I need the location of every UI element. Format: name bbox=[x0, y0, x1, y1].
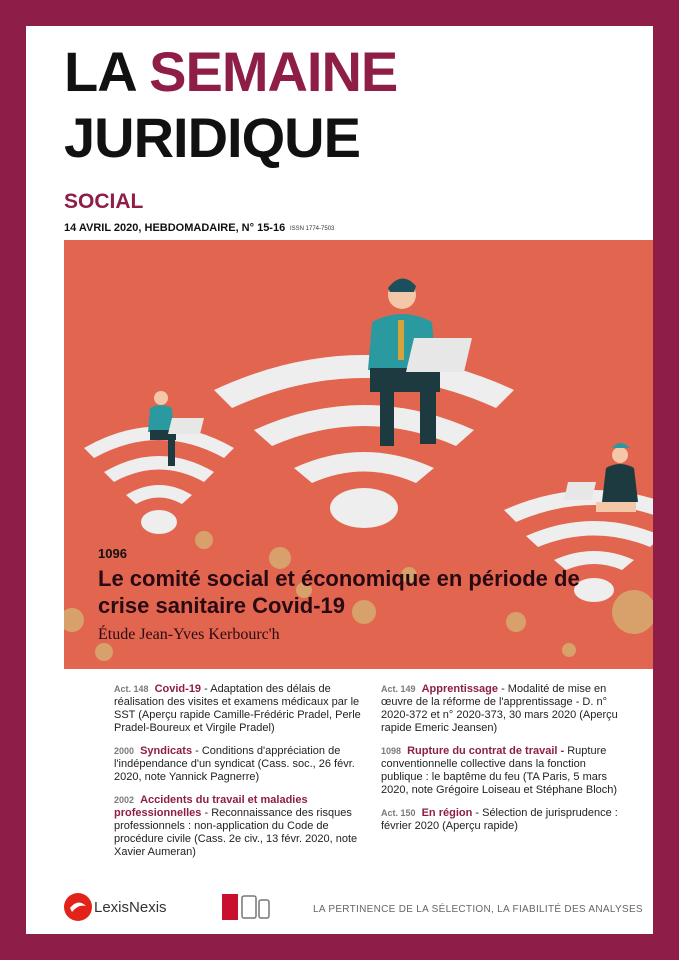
entry-text: - Adaptation des délais de réalisation des visites et examens médicaux par le SST (Aperçu rapide Camille-Frédéric Pradel, Perle Pradel-Boureux et Virgile Pradel) bbox=[114, 683, 361, 734]
entry-text: - Modalité de mise en œuvre de la réforme de l'apprentissage - D. n° 2020-372 et n° 2020-373, 30 mars 2020 (Aperçu rapide Emeric Jeansen) bbox=[381, 683, 618, 734]
entry-topic: Covid-19 bbox=[154, 683, 202, 695]
footer-tagline: LA PERTINENCE DE LA SÉLECTION, LA FIABILITÉ DES ANALYSES bbox=[313, 904, 643, 915]
entry-topic: Accidents du travail et maladies professionnelles bbox=[114, 794, 308, 819]
masthead-line-1 bbox=[64, 42, 397, 102]
entry-topic: Apprentissage bbox=[421, 683, 499, 695]
article-author: Étude Jean-Yves Kerbourc'h bbox=[98, 626, 280, 643]
entry-number: 1098 bbox=[381, 746, 402, 756]
entry-topic: En région bbox=[421, 807, 473, 819]
person-laptop-icon bbox=[368, 278, 472, 446]
entry-number: Act. 149 bbox=[381, 684, 416, 694]
entry-number: Act. 150 bbox=[381, 808, 416, 818]
tablet-phone-icon bbox=[222, 894, 272, 920]
section-title: SOCIAL bbox=[64, 190, 144, 213]
article-title: Le comité social et économique en période de crise sanitaire Covid-19 bbox=[98, 566, 580, 618]
lexisnexis-logo-icon bbox=[63, 892, 93, 922]
cover-illustration bbox=[64, 240, 653, 669]
summary-entry bbox=[114, 745, 364, 784]
wifi-icon bbox=[214, 355, 514, 528]
summary-entry bbox=[381, 807, 626, 833]
summary-entry bbox=[381, 745, 626, 797]
left-summary-column bbox=[114, 683, 364, 869]
entry-text: - Reconnaissance des risques professionnels : non-application du Code de procédure civile (Cass. 2e civ., 13 févr. 2020, note Xavier Aumeran) bbox=[114, 807, 358, 858]
entry-text: - Sélection de jurisprudence : février 2020 (Aperçu rapide) bbox=[381, 807, 618, 832]
wifi-icon bbox=[84, 427, 234, 535]
summary-entry bbox=[381, 683, 626, 735]
entry-topic: Rupture du contrat de travail - bbox=[407, 745, 565, 757]
issue-info: 14 AVRIL 2020, HEBDOMADAIRE, N° 15-16 bbox=[64, 222, 286, 234]
masthead-la: LA bbox=[64, 40, 135, 103]
right-summary-column bbox=[381, 683, 626, 843]
entry-number: 2000 bbox=[114, 746, 135, 756]
masthead-line-2: JURIDIQUE bbox=[64, 106, 360, 169]
brand-name: LexisNexis bbox=[94, 899, 167, 916]
summary-entry bbox=[114, 683, 364, 735]
person-laptop-icon bbox=[148, 391, 204, 466]
summary-entry bbox=[114, 794, 364, 859]
entry-text: Rupture conventionnelle collective dans la fonction publique : le baptême du feu (TA Paris, 5 mars 2020, note Grégoire Loiseau et Stéphane Bloch) bbox=[381, 745, 618, 796]
entry-topic: Syndicats bbox=[140, 745, 193, 757]
cover-page bbox=[26, 26, 653, 934]
entry-text: - Conditions d'appréciation de l'indépendance d'un syndicat (Cass. soc., 26 févr. 2020, note Yannick Pagnerre) bbox=[114, 745, 355, 783]
article-number: 1096 bbox=[98, 546, 127, 561]
issn: ISSN 1774-7503 bbox=[290, 226, 335, 232]
masthead-semaine: SEMAINE bbox=[149, 40, 398, 103]
entry-number: 2002 bbox=[114, 795, 135, 805]
entry-number: Act. 148 bbox=[114, 684, 149, 694]
